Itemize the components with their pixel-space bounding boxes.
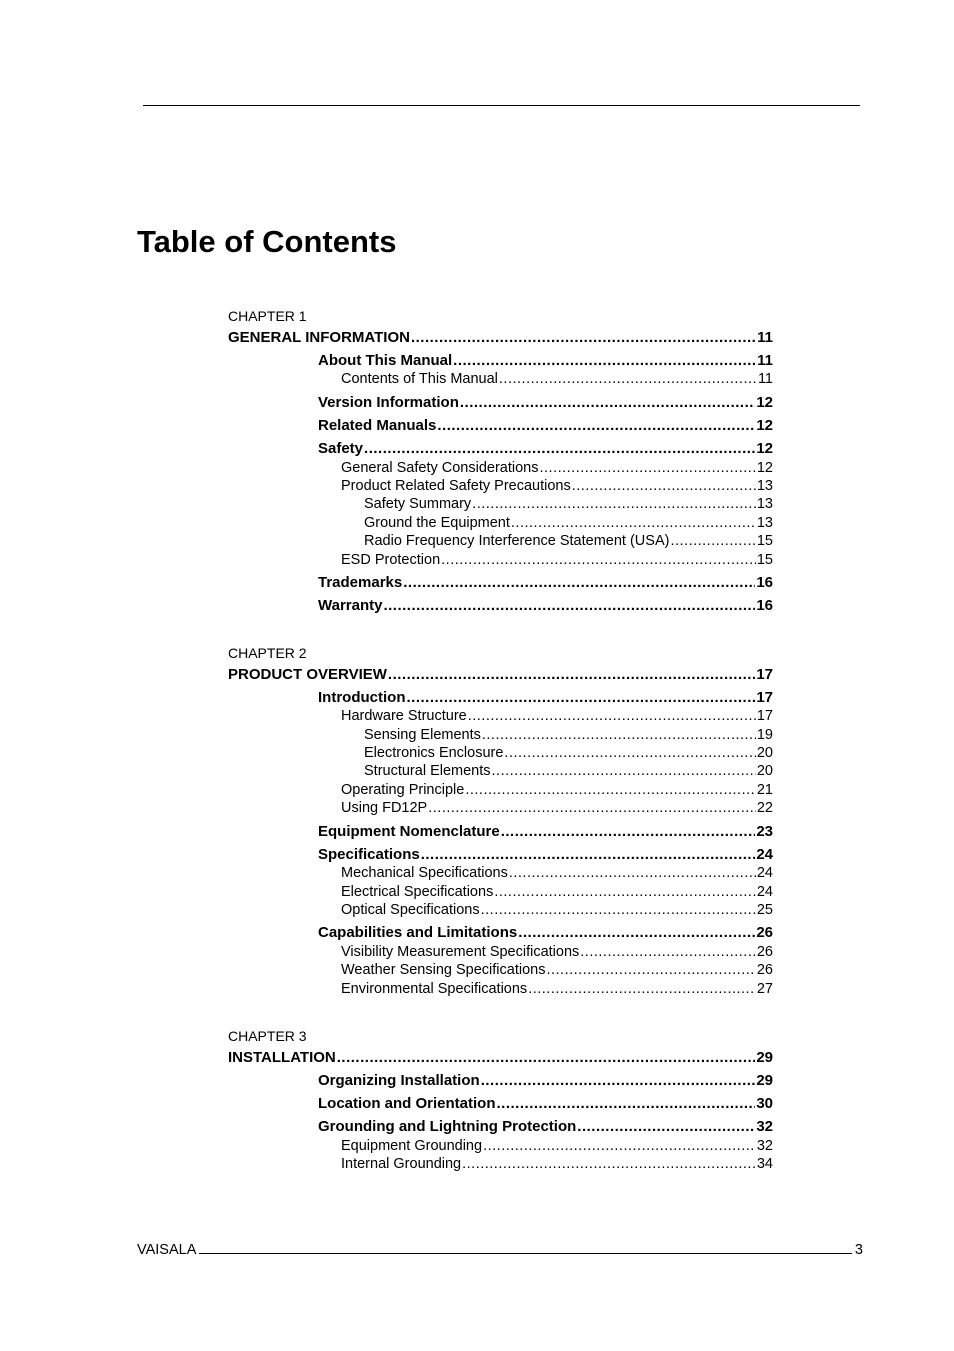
toc-entry-title: Equipment Grounding <box>341 1137 483 1154</box>
toc-entry-page: 21 <box>756 781 773 798</box>
toc-entry[interactable] <box>364 726 773 744</box>
chapter-heading[interactable] <box>228 1049 773 1067</box>
toc-entry-title: Safety <box>318 440 364 458</box>
dot-leader <box>441 551 756 569</box>
toc-entry-title: Optical Specifications <box>341 902 480 918</box>
dot-leader <box>492 762 756 780</box>
toc-entry-page: 12 <box>756 393 773 411</box>
toc-entry-title: Structural Elements <box>364 763 491 780</box>
toc-entry-title: Related Manuals <box>318 416 437 434</box>
toc-entry-page: 17 <box>756 665 773 683</box>
dot-leader <box>383 597 755 615</box>
toc-entry-page: 32 <box>756 1137 773 1154</box>
toc-entry[interactable] <box>364 762 773 780</box>
dot-leader <box>337 1049 756 1067</box>
footer-page-number: 3 <box>854 1242 863 1258</box>
toc-entry[interactable] <box>341 707 773 725</box>
toc-entry[interactable] <box>318 574 773 592</box>
dot-leader <box>468 707 756 725</box>
toc-entry-page: 12 <box>756 440 773 458</box>
chapter-label: CHAPTER 3 <box>228 1028 307 1044</box>
dot-leader <box>421 846 756 864</box>
toc-entry[interactable] <box>318 597 773 615</box>
toc-entry-title: Mechanical Specifications <box>341 865 508 882</box>
toc-entry-title: Internal Grounding <box>341 1156 462 1173</box>
toc-entry-title: Equipment Nomenclature <box>318 822 500 840</box>
toc-entry-page: 24 <box>756 865 773 882</box>
toc-entry-page: 26 <box>756 943 773 960</box>
toc-entry-page: 15 <box>756 551 773 568</box>
page-title: Table of Contents <box>137 224 397 259</box>
toc-entry[interactable] <box>318 1072 773 1090</box>
toc-entry[interactable] <box>341 901 773 919</box>
dot-leader <box>504 744 755 762</box>
toc-entry-title: Contents of This Manual <box>341 371 498 388</box>
dot-leader <box>494 883 756 901</box>
toc-entry[interactable] <box>318 846 773 864</box>
chapter-label: CHAPTER 2 <box>228 645 307 661</box>
toc-entry-title: Radio Frequency Interference Statement (USA) <box>364 533 670 550</box>
toc-entry[interactable] <box>341 961 773 979</box>
toc-entry[interactable] <box>341 799 773 817</box>
toc-entry-title: Visibility Measurement Specifications <box>341 943 580 960</box>
dot-leader <box>481 901 756 919</box>
chapter-label: CHAPTER 1 <box>228 308 307 324</box>
toc-entry-title: Using FD12P <box>341 800 428 817</box>
toc-entry-page: 29 <box>756 1071 773 1089</box>
dot-leader <box>388 666 755 684</box>
toc-entry-title: Environmental Specifications <box>341 980 528 997</box>
toc-entry-page: 32 <box>756 1118 773 1136</box>
dot-leader <box>481 1072 756 1090</box>
toc-entry-page: 25 <box>756 902 773 918</box>
toc-entry-page: 17 <box>756 688 773 706</box>
toc-entry-page: 24 <box>756 883 773 900</box>
toc-entry-page: 27 <box>756 980 773 997</box>
toc-entry-title: Hardware Structure <box>341 708 467 725</box>
toc-entry[interactable] <box>318 440 773 458</box>
dot-leader <box>406 689 755 707</box>
toc-entry-title: Operating Principle <box>341 781 465 798</box>
toc-entry-title: Location and Orientation <box>318 1095 496 1113</box>
toc-entry-title: Ground the Equipment <box>364 514 510 531</box>
toc-entry[interactable] <box>318 823 773 841</box>
toc-entry[interactable] <box>318 417 773 435</box>
dot-leader <box>546 961 755 979</box>
toc-entry-title: Trademarks <box>318 573 403 591</box>
dot-leader <box>501 823 756 841</box>
toc-entry-page: 23 <box>756 822 773 840</box>
toc-entry-page: 20 <box>756 763 773 780</box>
toc-entry[interactable] <box>341 1137 773 1155</box>
dot-leader <box>453 352 756 370</box>
dot-leader <box>509 864 756 882</box>
toc-entry-page: 19 <box>756 726 773 743</box>
toc-entry-page: 17 <box>756 708 773 725</box>
toc-entry-title: About This Manual <box>318 351 453 369</box>
toc-entry[interactable] <box>364 495 773 513</box>
dot-leader <box>411 329 756 347</box>
toc-entry-page: 29 <box>756 1048 773 1066</box>
toc-entry[interactable] <box>341 883 773 901</box>
page-footer <box>137 1240 863 1260</box>
toc-entry[interactable] <box>318 689 773 707</box>
toc-entry-title: GENERAL INFORMATION <box>228 328 410 346</box>
toc-entry[interactable] <box>341 459 773 477</box>
toc-entry[interactable] <box>341 943 773 961</box>
footer-rule <box>199 1240 852 1254</box>
toc-entry-title: Grounding and Lightning Protection <box>318 1118 577 1136</box>
dot-leader <box>497 1095 756 1113</box>
toc-entry-title: Specifications <box>318 845 420 863</box>
dot-leader <box>472 495 756 513</box>
toc-entry-title: Capabilities and Limitations <box>318 924 518 942</box>
toc-entry-title: Warranty <box>318 597 383 615</box>
toc-entry[interactable] <box>364 532 773 550</box>
toc-entry-page: 26 <box>756 962 773 979</box>
toc-entry-title: Product Related Safety Precautions <box>341 477 571 494</box>
toc-entry[interactable] <box>364 514 773 532</box>
toc-entry[interactable] <box>341 980 773 998</box>
toc-entry-page: 16 <box>756 597 773 615</box>
dot-leader <box>465 781 756 799</box>
toc-entry-page: 20 <box>756 745 773 761</box>
dot-leader <box>364 440 755 458</box>
toc-entry-page: 13 <box>756 514 773 531</box>
toc-entry[interactable] <box>318 924 773 942</box>
dot-leader <box>460 394 755 412</box>
toc-entry-page: 16 <box>756 573 773 591</box>
toc-entry-title: INSTALLATION <box>228 1048 336 1066</box>
toc-entry[interactable] <box>341 864 773 882</box>
toc-entry-page: 13 <box>756 496 773 513</box>
toc-entry[interactable] <box>318 352 773 370</box>
dot-leader <box>670 532 755 550</box>
toc-entry-title: General Safety Considerations <box>341 459 539 476</box>
toc-entry-page: 34 <box>756 1156 773 1173</box>
footer-brand: VAISALA <box>137 1242 197 1258</box>
toc-entry-page: 26 <box>756 924 773 942</box>
toc-entry-page: 12 <box>756 459 773 476</box>
toc-entry-title: PRODUCT OVERVIEW <box>228 665 387 683</box>
dot-leader <box>482 726 756 744</box>
toc-entry[interactable] <box>318 1118 773 1136</box>
toc-entry[interactable] <box>341 551 773 569</box>
toc-entry[interactable] <box>318 1095 773 1113</box>
toc-entry-page: 11 <box>757 328 773 346</box>
toc-entry-page: 24 <box>756 845 773 863</box>
toc-entry-title: Version Information <box>318 393 459 411</box>
toc-entry[interactable] <box>341 1155 773 1173</box>
toc-entry-page: 11 <box>757 351 773 369</box>
toc-entry-title: Organizing Installation <box>318 1071 480 1089</box>
dot-leader <box>499 370 757 388</box>
toc-entry[interactable] <box>341 477 773 495</box>
toc-entry[interactable] <box>318 394 773 412</box>
dot-leader <box>403 574 755 592</box>
toc-entry-title: Electrical Specifications <box>341 883 494 900</box>
dot-leader <box>528 980 756 998</box>
dot-leader <box>437 417 755 435</box>
toc-entry-title: Sensing Elements <box>364 726 481 743</box>
dot-leader <box>462 1155 756 1173</box>
chapter-heading[interactable] <box>228 666 773 684</box>
dot-leader <box>572 477 756 495</box>
dot-leader <box>483 1137 756 1155</box>
toc-entry-title: Electronics Enclosure <box>364 745 504 761</box>
dot-leader <box>428 799 756 817</box>
toc-entry[interactable] <box>341 370 773 388</box>
toc-entry-page: 13 <box>756 477 773 494</box>
dot-leader <box>539 459 755 477</box>
toc-entry-page: 15 <box>756 533 773 550</box>
toc-entry-page: 22 <box>756 800 773 817</box>
toc-entry-title: Safety Summary <box>364 496 472 513</box>
chapter-heading[interactable] <box>228 329 773 347</box>
dot-leader <box>518 924 755 942</box>
toc-entry-page: 12 <box>756 416 773 434</box>
toc-entry-title: Introduction <box>318 688 406 706</box>
toc-entry-title: ESD Protection <box>341 551 441 568</box>
dot-leader <box>511 514 756 532</box>
toc-entry-title: Weather Sensing Specifications <box>341 962 546 979</box>
toc-entry-page: 30 <box>756 1095 773 1113</box>
toc-entry[interactable] <box>364 744 773 762</box>
dot-leader <box>577 1118 755 1136</box>
toc-entry[interactable] <box>341 781 773 799</box>
dot-leader <box>580 943 756 961</box>
toc-entry-page: 11 <box>757 371 773 388</box>
